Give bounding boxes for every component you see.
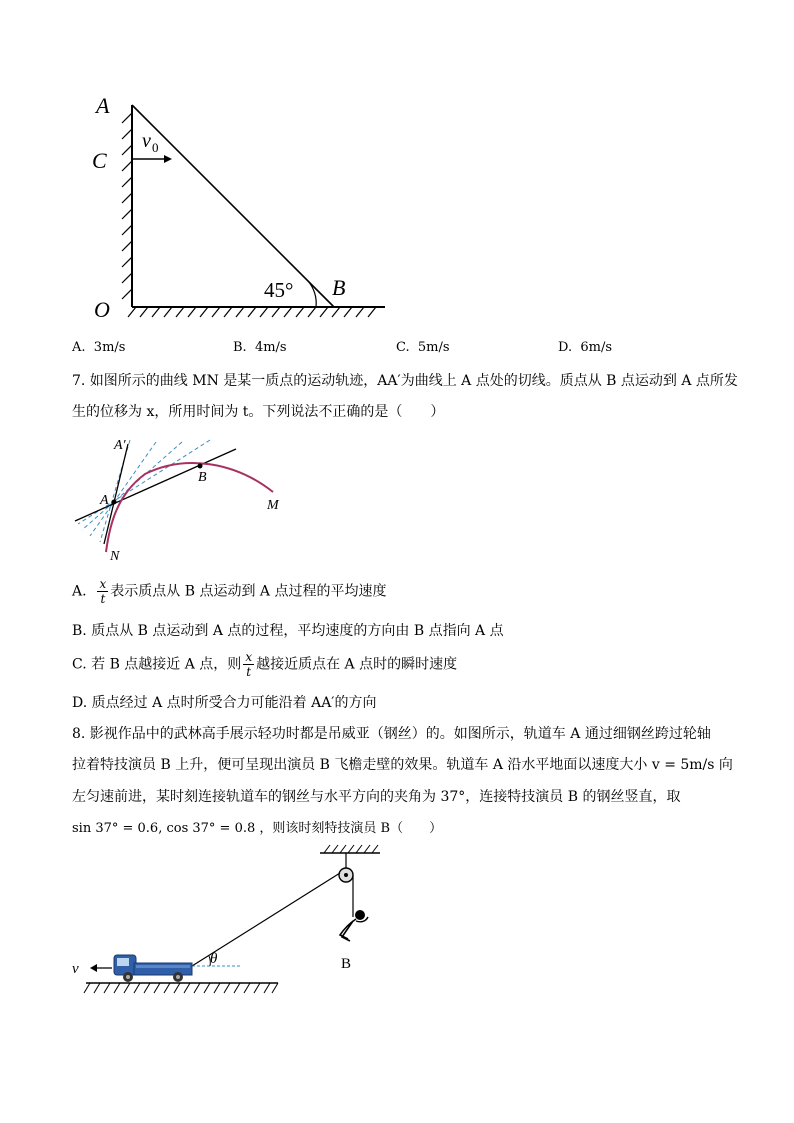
q7-option-d: D. 质点经过 A 点时所受合力可能沿着 AA′的方向: [72, 695, 377, 711]
q6-option-d: D. 6m/s: [558, 340, 613, 355]
q7-stem-line1: 7. 如图所示的曲线 MN 是某一质点的运动轨迹，AA′为曲线上 A 点处的切线。质点从 B 点运动到 A 点所发: [72, 373, 738, 389]
label-A: A: [96, 93, 110, 118]
q7-option-b: B. 质点从 B 点运动到 A 点的过程，平均速度的方向由 B 点指向 A 点: [72, 623, 504, 639]
velocity-subscript: 0: [152, 140, 159, 155]
label-O: O: [94, 297, 110, 322]
q8-stem-line1: 8. 影视作品中的武林高手展示轻功时都是吊威亚（钢丝）的。如图所示，轨道车 A 通过细钢丝跨过轮轴: [72, 726, 711, 742]
q8-stem-line3: 左匀速前进，某时刻连接轨道车的钢丝与水平方向的夹角为 37°，连接特技演员 B 的钢丝竖直，取: [72, 789, 681, 805]
q7-option-c: C. 若 B 点越接近 A 点，则 $\frac{x}{t}$ 越接近质点在 A 点时的瞬时速度: [72, 650, 458, 679]
figure-incline: [80, 85, 400, 325]
label-A: A: [100, 493, 109, 508]
label-B: B: [332, 275, 346, 300]
label-B: B: [198, 470, 207, 485]
q6-option-a: A. 3m/s: [72, 340, 126, 355]
label-B: B: [341, 956, 352, 972]
q8-stem-line2: 拉着特技演员 B 上升，便可呈现出演员 B 飞檐走壁的效果。轨道车 A 沿水平地面以速度大小 v = 5m/s 向: [72, 757, 733, 773]
figure-track-car: [70, 843, 400, 1003]
fraction-x-over-t: $\frac{x}{t}$: [245, 650, 253, 679]
label-C: C: [92, 148, 107, 173]
fraction-x-over-t: $\frac{x}{t}$: [99, 577, 107, 606]
velocity-symbol: v: [72, 961, 79, 977]
label-N: N: [110, 549, 120, 564]
q6-option-b: B. 4m/s: [233, 340, 287, 355]
label-A-prime: A′: [114, 438, 126, 453]
label-M: M: [267, 498, 279, 513]
velocity-symbol: v: [142, 130, 151, 152]
q6-option-c: C. 5m/s: [396, 340, 450, 355]
q7-option-a: A. $\frac{x}{t}$ 表示质点从 B 点运动到 A 点过程的平均速度: [72, 577, 387, 606]
theta-label: θ: [210, 951, 218, 967]
q8-stem-line4: sin 37° = 0.6, cos 37° = 0.8 ，则该时刻特技演员 B（ ）: [72, 821, 443, 836]
angle-label: 45°: [264, 278, 294, 302]
truck-icon: [114, 955, 192, 982]
q7-stem-line2: 生的位移为 x，所用时间为 t。下列说法不正确的是（ ）: [72, 404, 445, 420]
figure-trajectory: [70, 432, 290, 567]
